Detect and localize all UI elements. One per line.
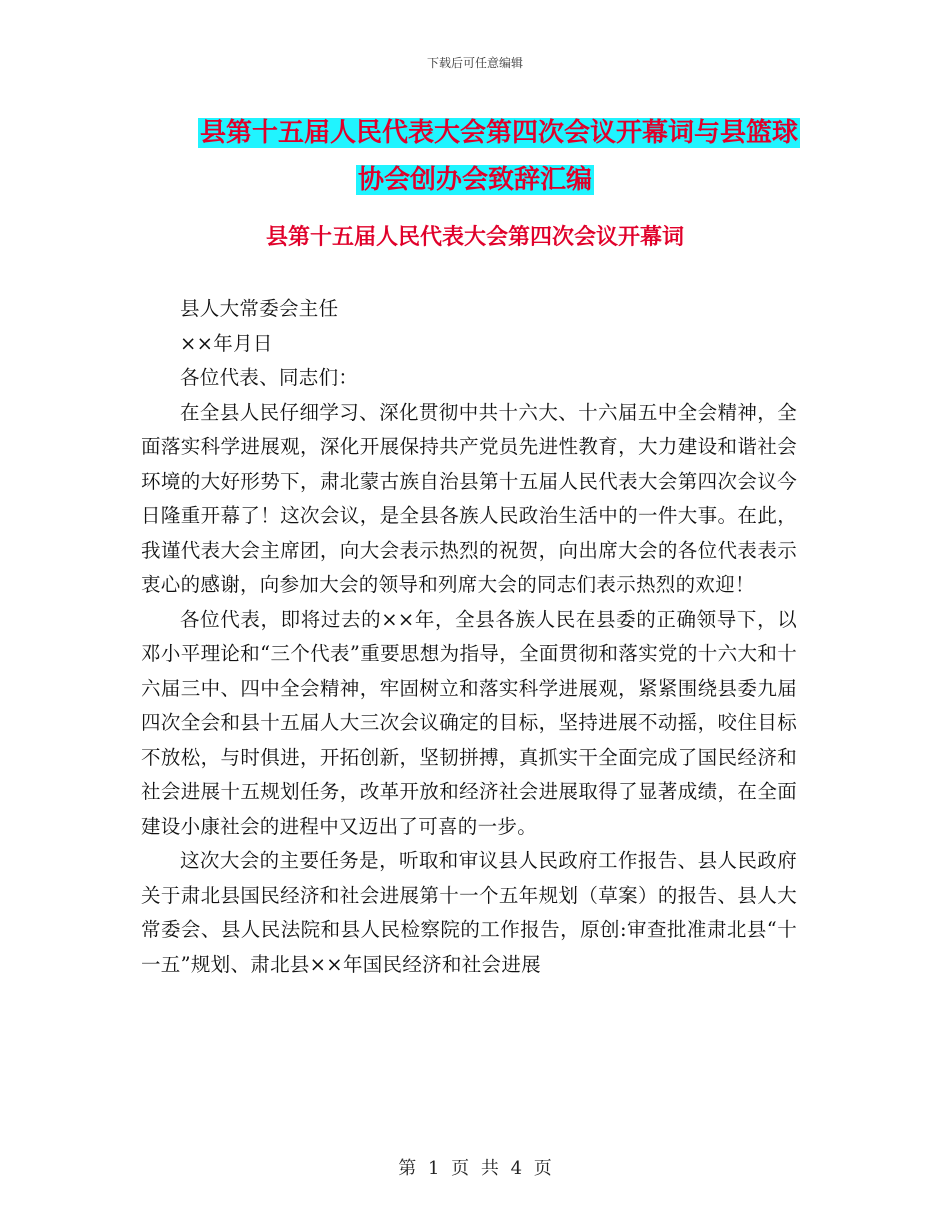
paragraph-salutation: 各位代表、同志们： — [180, 366, 359, 389]
paragraph: 这次大会的主要任务是，听取和审议县人民政府工作报告、县人民政府关于肃北县国民经济和社会进展第十一个五年规划（草案）的报告、县人大常委会、县人民法院和县人民检察院的工作报告，原创:审查批准肃北县“十一五”规划、肃北县××年国民经济和社会进展 — [141, 849, 797, 976]
section-title: 县第十五届人民代表大会第四次会议开幕词 — [265, 224, 684, 250]
document-title — [0, 110, 950, 204]
paragraph: 各位代表，即将过去的××年，全县各族人民在县委的正确领导下，以邓小平理论和“三个代表”重要思想为指导，全面贯彻和落实党的十六大和十六届三中、四中全会精神，牢固树立和落实科学进展观，紧紧围绕县委九届四次全会和县十五届人大三次会议确定的目标，坚持进展不动摇，咬住目标不放松，与时俱进，开拓创新，坚韧拼搏，真抓实干全面完成了国民经济和社会进展十五规划任务，改革开放和经济社会进展取得了显著成绩，在全面建设小康社会的进程中又迈出了可喜的一步。 — [141, 607, 797, 838]
header-note: 下载后可任意编辑 — [426, 56, 523, 70]
document-body — [141, 292, 797, 982]
page-footer: 第 1 页 共 4 页 — [398, 1158, 552, 1179]
title-line-2: 协会创办会致辞汇编 — [357, 165, 592, 195]
title-line-1: 县第十五届人民代表大会第四次会议开幕词与县篮球 — [199, 118, 798, 148]
paragraph-speaker: 县人大常委会主任 — [180, 297, 339, 320]
paragraph-date: ××年月日 — [180, 331, 273, 355]
paragraph: 在全县人民仔细学习、深化贯彻中共十六大、十六届五中全会精神，全面落实科学进展观，深化开展保持共产党员先进性教育，大力建设和谐社会环境的大好形势下，肃北蒙古族自治县第十五届人民代表大会第四次会议今日隆重开幕了！这次会议，是全县各族人民政治生活中的一件大事。在此，我谨代表大会主席团，向大会表示热烈的祝贺，向出席大会的各位代表表示衷心的感谢，向参加大会的领导和列席大会的同志们表示热烈的欢迎！ — [141, 400, 797, 596]
